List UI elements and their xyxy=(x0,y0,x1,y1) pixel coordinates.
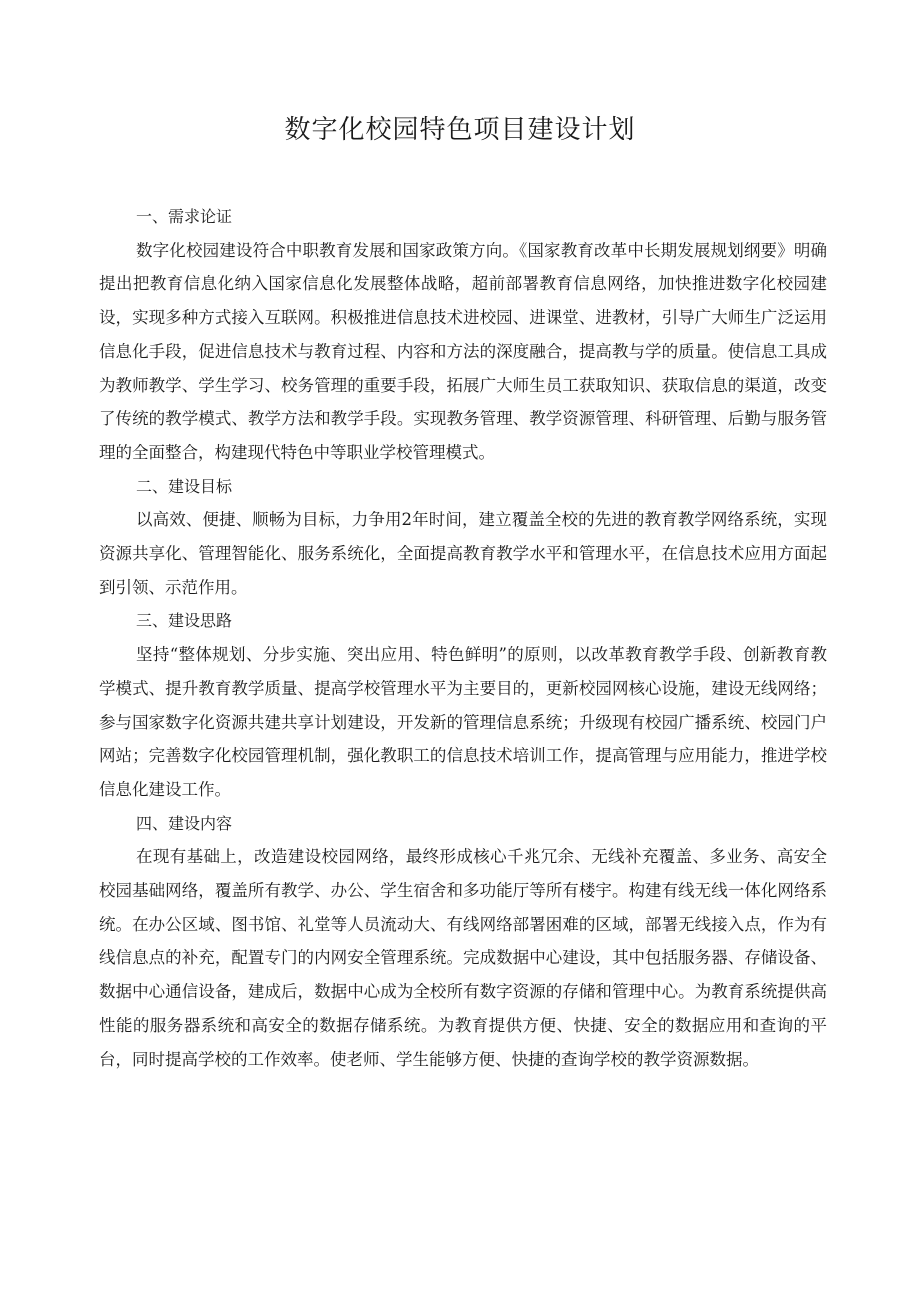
section-paragraph: 以高效、便捷、顺畅为目标，力争用2年时间，建立覆盖全校的先进的教育教学网络系统，实现资源共享化、管理智能化、服务系统化，全面提高教育教学水平和管理水平，在信息技术应用方面起到引领、示范作用。 xyxy=(99,510,827,597)
section-paragraph: 在现有基础上，改造建设校园网络，最终形成核心千兆冗余、无线补充覆盖、多业务、高安全校园基础网络，覆盖所有教学、办公、学生宿舍和多功能厅等所有楼宇。构建有线无线一体化网络系统。在办公区域、图书馆、礼堂等人员流动大、有线网络部署困难的区域，部署无线接入点，作为有线信息点的补充，配置专门的内网安全管理系统。完成数据中心建设，其中包括服务器、存储设备、数据中心通信设备，建成后，数据中心成为全校所有数字资源的存储和管理中心。为教育系统提供高性能的服务器系统和高安全的数据存储系统。为教育提供方便、快捷、安全的数据应用和查询的平台，同时提高学校的工作效率。使老师、学生能够方便、快捷的查询学校的教学资源数据。 xyxy=(99,847,827,1069)
section-paragraph: 数字化校园建设符合中职教育发展和国家政策方向。《国家教育改革中长期发展规划纲要》明确提出把教育信息化纳入国家信息化发展整体战略，超前部署教育信息网络，加快推进数字化校园建设，实现多种方式接入互联网。积极推进信息技术进校园、进课堂、进教材，引导广大师生广泛运用信息化手段，促进信息技术与教育过程、内容和方法的深度融合，提高教与学的质量。使信息工具成为教师教学、学生学习、校务管理的重要手段，拓展广大师生员工获取知识、获取信息的渠道，改变了传统的教学模式、教学方法和教学手段。实现教务管理、教学资源管理、科研管理、后勤与服务管理的全面整合，构建现代特色中等职业学校管理模式。 xyxy=(99,240,827,462)
section-construction-goals xyxy=(99,470,827,605)
section-construction-approach xyxy=(99,604,827,806)
section-construction-content xyxy=(99,807,827,1077)
document-title: 数字化校园特色项目建设计划 xyxy=(284,115,636,145)
section-needs-analysis xyxy=(99,200,827,470)
section-heading: 三、建设思路 xyxy=(136,611,233,631)
document-body xyxy=(99,200,827,1076)
section-heading: 四、建设内容 xyxy=(136,813,233,833)
section-paragraph: 坚持“整体规划、分步实施、突出应用、特色鲜明”的原则，以改革教育教学手段、创新教育教学模式、提升教育教学质量、提高学校管理水平为主要目的，更新校园网核心设施，建设无线网络；参与国家数字化资源共建共享计划建设，开发新的管理信息系统；升级现有校园广播系统、校园门户网站；完善数字化校园管理机制，强化教职工的信息技术培训工作，提高管理与应用能力，推进学校信息化建设工作。 xyxy=(99,645,827,799)
section-heading: 一、需求论证 xyxy=(136,207,233,226)
section-heading: 二、建设目标 xyxy=(136,476,233,496)
